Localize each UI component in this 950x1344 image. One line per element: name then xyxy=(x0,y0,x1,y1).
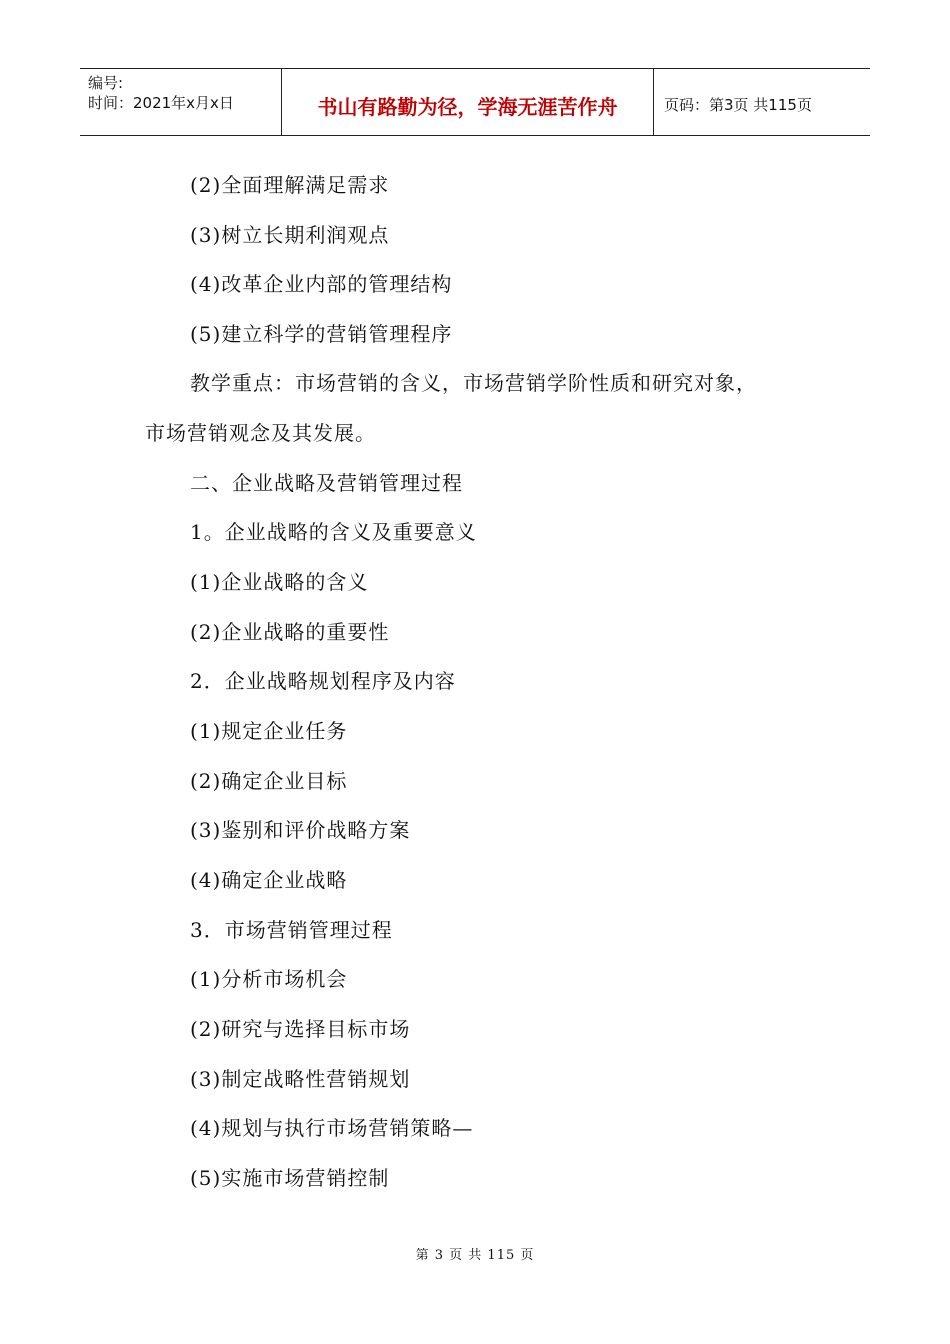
header-page-info xyxy=(654,69,870,135)
body-line: 市场营销观念及其发展。 xyxy=(145,421,376,445)
body-line: 2．企业战略规划程序及内容 xyxy=(190,669,456,693)
body-line: 教学重点：市场营销的含义，市场营销学阶性质和研究对象， xyxy=(190,371,757,395)
body-line: (1)企业战略的含义 xyxy=(190,570,369,594)
body-line: 3．市场营销管理过程 xyxy=(190,918,393,942)
body-line: (3)树立长期利润观点 xyxy=(190,223,390,247)
document-number-label: 编号: xyxy=(88,74,124,92)
body-line: (4)确定企业战略 xyxy=(190,868,348,892)
body-line: (1)分析市场机会 xyxy=(190,967,348,991)
motto-text: 书山有路勤为径，学海无涯苦作舟 xyxy=(317,94,618,119)
body-line: (2)研究与选择目标市场 xyxy=(190,1017,411,1041)
body-line: 1。企业战略的含义及重要意义 xyxy=(190,520,477,544)
section-heading: 二、企业战略及营销管理过程 xyxy=(190,471,463,495)
body-line: (3)鉴别和评价战略方案 xyxy=(190,818,411,842)
header-meta xyxy=(80,69,282,135)
footer-page-number: 第 3 页 共 115 页 xyxy=(415,1248,535,1263)
body-line: (4)改革企业内部的管理结构 xyxy=(190,272,453,296)
body-line: (5)建立科学的营销管理程序 xyxy=(190,322,453,346)
body-line: (2)确定企业目标 xyxy=(190,769,348,793)
body-line: (2)企业战略的重要性 xyxy=(190,620,390,644)
body-line: (2)全面理解满足需求 xyxy=(190,173,390,197)
body-line: (5)实施市场营销控制 xyxy=(190,1166,390,1190)
body-line: (4)规划与执行市场营销策略— xyxy=(190,1116,474,1140)
body-line: (3)制定战略性营销规划 xyxy=(190,1067,411,1091)
header-motto xyxy=(282,69,654,135)
document-time: 时间：2021年x月x日 xyxy=(88,94,234,112)
page-header xyxy=(80,68,870,136)
page-footer xyxy=(0,1244,950,1263)
page-info-text: 页码：第3页 共115页 xyxy=(664,95,812,114)
body-line: (1)规定企业任务 xyxy=(190,719,348,743)
